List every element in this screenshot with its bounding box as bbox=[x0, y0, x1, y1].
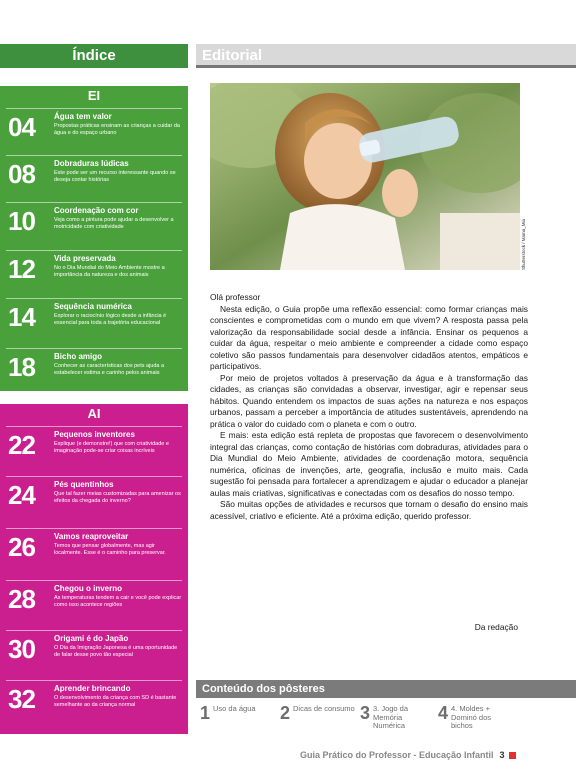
editorial-article bbox=[210, 292, 528, 522]
item-title: Coordenação com cor bbox=[54, 206, 139, 215]
index-item[interactable] bbox=[0, 108, 188, 152]
posters-header: Conteúdo dos pôsteres bbox=[196, 680, 576, 698]
item-title: Sequência numérica bbox=[54, 302, 132, 311]
page-number: 12 bbox=[8, 254, 35, 284]
divider bbox=[6, 250, 182, 251]
page-number: 22 bbox=[8, 430, 35, 460]
item-description: No o Dia Mundial do Meio Ambiente mostre a importância da natureza e dos animais bbox=[54, 265, 165, 278]
section-label-ei: EI bbox=[87, 88, 101, 103]
paragraph: E mais: esta edição está repleta de propostas que favorecem o desenvolvimento integral das crianças, como contação de histórias com dobraduras, atividades para o Dia Mundial do Meio Ambiente, atividades de coordenação motora, sequência numérica, oficinas de invenções, arte, geografia, inclusão e muito mais. Cada sugestão foi pensada para fortalecer a aprendizagem e ajudar o educador a planejar aulas mais criativas, significativas e conectadas com os desafios do nosso tempo. bbox=[210, 430, 528, 498]
divider bbox=[6, 348, 182, 349]
item-title: Aprender brincando bbox=[54, 684, 131, 693]
index-item[interactable] bbox=[0, 348, 188, 392]
page-number: 32 bbox=[8, 684, 35, 714]
item-description: As temperaturas tendem a cair e você pode explicar como isso acontece regiões bbox=[54, 595, 182, 608]
editorial-photo bbox=[210, 83, 520, 270]
item-title: Chegou o inverno bbox=[54, 584, 122, 593]
index-item[interactable] bbox=[0, 426, 188, 470]
item-description: Conhecer as características dos pets ajuda a estabelecer estima e carinho pelos animais bbox=[54, 363, 165, 376]
item-description: Que tal fazer meias customizadas para amenizar os efeitos da chegada do inverno? bbox=[54, 491, 181, 504]
item-description: O desenvolvimento da criança com SD é bastante semelhante ao da criança normal bbox=[54, 695, 177, 708]
item-description: Explique (e demonstre!) que com criatividade e imaginação pode-se criar coisas incríveis bbox=[54, 441, 169, 454]
page-number: 26 bbox=[8, 532, 35, 562]
poster-label: Uso da água bbox=[213, 704, 256, 713]
divider bbox=[6, 108, 182, 109]
item-title: Origami é do Japão bbox=[54, 634, 129, 643]
item-title: Dobraduras lúdicas bbox=[54, 159, 129, 168]
item-title: Bicho amigo bbox=[54, 352, 103, 361]
paragraph: Nesta edição, o Guia propõe uma reflexão essencial: como formar crianças mais conscientes e comprometidas com o mundo em que vivem? A resposta passa pela valorização da responsabilidade social desde a infância. Ensinar os pequenos a cuidar da água, respeitar o meio ambiente e compreender a cidade como espaço coletivo são passos fundamentais para desenvolver cidadãos atentos, empáticos e participativos. bbox=[210, 303, 528, 371]
poster-item[interactable] bbox=[438, 703, 518, 733]
item-title: Vida preservada bbox=[54, 254, 116, 263]
poster-label: 4. Moldes + Dominó dos bichos bbox=[451, 704, 492, 730]
item-description: Temos que pensar globalmente, mas agir localmente. Esse é o caminho para preservar. bbox=[54, 543, 166, 556]
page-number: 14 bbox=[8, 302, 35, 332]
greeting: Olá professor bbox=[210, 292, 261, 302]
divider bbox=[6, 528, 182, 529]
item-description: Veja como a pintura pode ajudar a desenvolver a motricidade com criatividade bbox=[54, 217, 174, 230]
index-item[interactable] bbox=[0, 298, 188, 342]
page-number: 04 bbox=[8, 112, 35, 142]
index-item[interactable] bbox=[0, 476, 188, 520]
item-title: Água tem valor bbox=[54, 112, 112, 121]
divider bbox=[6, 476, 182, 477]
page-number: 10 bbox=[8, 206, 35, 236]
index-item[interactable] bbox=[0, 250, 188, 294]
page-footer bbox=[300, 750, 570, 762]
page-number: 08 bbox=[8, 159, 35, 189]
page-number: 30 bbox=[8, 634, 35, 664]
red-square-icon bbox=[509, 752, 516, 759]
section-label-ai: AI bbox=[87, 406, 101, 421]
index-section-ai bbox=[0, 404, 188, 734]
item-description: Este pode ser um recurso interessante quando se deseja contar histórias bbox=[54, 170, 176, 183]
item-description: Propostas práticas ensinam as crianças a cuidar da água e do espaço urbano bbox=[54, 123, 180, 136]
item-title: Vamos reaproveitar bbox=[54, 532, 129, 541]
footer-title: Guia Prático do Professor - Educação Infantil bbox=[300, 750, 494, 760]
poster-number: 2 bbox=[280, 703, 291, 723]
poster-number: 1 bbox=[200, 703, 211, 723]
item-title: Pequenos inventores bbox=[54, 430, 135, 439]
index-item[interactable] bbox=[0, 155, 188, 199]
index-item[interactable] bbox=[0, 580, 188, 624]
editorial-header: Editorial bbox=[196, 44, 576, 68]
poster-item[interactable] bbox=[200, 703, 280, 733]
divider bbox=[6, 202, 182, 203]
poster-item[interactable] bbox=[360, 703, 436, 733]
index-item[interactable] bbox=[0, 202, 188, 246]
divider bbox=[6, 580, 182, 581]
item-description: O Dia da Imigração Japonesa é uma oportunidade de falar desse povo tão especial bbox=[54, 645, 178, 658]
paragraph: São muitas opções de atividades e recursos que tornam o desafio do ensino mais acessível, criativo e eficiente. Até a próxima edição, querido professor. bbox=[210, 499, 528, 521]
girl-drinking-water-illustration bbox=[210, 83, 520, 270]
divider bbox=[6, 298, 182, 299]
divider bbox=[6, 630, 182, 631]
top-bar bbox=[0, 0, 576, 40]
page-number: 18 bbox=[8, 352, 35, 382]
page-number: 28 bbox=[8, 584, 35, 614]
poster-number: 4 bbox=[438, 703, 449, 723]
index-item[interactable] bbox=[0, 630, 188, 674]
photo-credit: Shutterstock / Mama_Mia bbox=[521, 218, 526, 270]
poster-number: 3 bbox=[360, 703, 371, 723]
item-description: Explorar o raciocínio lógico desde a infância é essencial para toda a trajetória educacional bbox=[54, 313, 167, 326]
item-title: Pés quentinhos bbox=[54, 480, 114, 489]
poster-item[interactable] bbox=[280, 703, 360, 733]
poster-label: Dicas de consumo bbox=[293, 704, 355, 713]
page-number: 24 bbox=[8, 480, 35, 510]
index-header: Índice bbox=[0, 44, 188, 68]
index-item[interactable] bbox=[0, 680, 188, 724]
index-item[interactable] bbox=[0, 528, 188, 572]
index-section-ei bbox=[0, 86, 188, 391]
divider bbox=[6, 426, 182, 427]
poster-label: 3. Jogo da Memória Numérica bbox=[373, 704, 409, 730]
divider bbox=[6, 155, 182, 156]
paragraph: Por meio de projetos voltados à preservação da água e à transformação das cidades, as crianças são convidadas a observar, investigar, agir e repensar seus hábitos. Quando entendem os impactos de suas ações na natureza e nos espaços urbanos, passam a perceber a importância de atitudes sustentáveis, aprendendo na prática o valor do cuidado com o planeta e com o outro. bbox=[210, 372, 528, 429]
divider bbox=[6, 680, 182, 681]
page-number: 3 bbox=[499, 750, 505, 760]
signature: Da redação bbox=[474, 622, 518, 632]
